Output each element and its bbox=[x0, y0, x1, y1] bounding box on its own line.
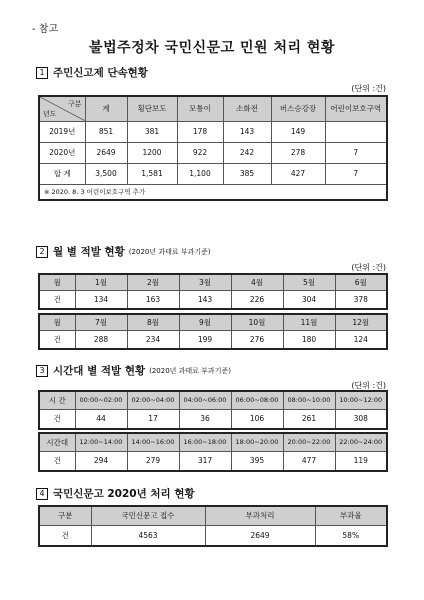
section-2-label: 월 별 적발 현황 bbox=[53, 246, 125, 258]
table-cell: 4563 bbox=[91, 525, 205, 546]
table-cell: 2649 bbox=[205, 525, 315, 546]
row-header: 시간대 bbox=[39, 433, 75, 451]
column-header: 버스승강장 bbox=[271, 96, 325, 121]
table-cell: 378 bbox=[335, 290, 387, 309]
row-label: 건 bbox=[39, 290, 75, 309]
column-header: 9월 bbox=[179, 314, 231, 330]
table-cell: 1200 bbox=[127, 142, 177, 163]
column-header: 12월 bbox=[335, 314, 387, 330]
section-4-number: 4 bbox=[36, 488, 48, 500]
section-3-title bbox=[36, 363, 231, 378]
column-header: 부과율 bbox=[315, 506, 387, 525]
column-header: 모퉁이 bbox=[177, 96, 223, 121]
column-header: 22:00~24:00 bbox=[335, 433, 387, 451]
footnote: ※ 2020. 8. 3 어린이보호구역 추가 bbox=[39, 184, 387, 200]
column-header: 횡단보도 bbox=[127, 96, 177, 121]
page-title: 불법주정차 국민신문고 민원 처리 현황 bbox=[89, 40, 335, 56]
table-cell: 3,500 bbox=[85, 163, 127, 184]
row-label: 2019년 bbox=[39, 121, 85, 142]
monthly-table-2 bbox=[38, 313, 388, 350]
table-cell: 381 bbox=[127, 121, 177, 142]
column-header: 20:00~22:00 bbox=[283, 433, 335, 451]
table-cell: 178 bbox=[177, 121, 223, 142]
column-header: 02:00~04:00 bbox=[127, 391, 179, 409]
column-header: 10:00~12:00 bbox=[335, 391, 387, 409]
table-cell: 317 bbox=[179, 451, 231, 471]
table-cell: 1,100 bbox=[177, 163, 223, 184]
table-cell: 308 bbox=[335, 409, 387, 429]
table-cell: 2649 bbox=[85, 142, 127, 163]
section-3-number: 3 bbox=[36, 365, 48, 377]
table-cell: 288 bbox=[75, 330, 127, 349]
table-cell: 36 bbox=[179, 409, 231, 429]
column-header: 1월 bbox=[75, 274, 127, 290]
table-cell: 180 bbox=[283, 330, 335, 349]
petition-table bbox=[38, 505, 388, 547]
column-header: 계 bbox=[85, 96, 127, 121]
column-header: 소화전 bbox=[223, 96, 271, 121]
table-cell: 199 bbox=[179, 330, 231, 349]
row-header: 월 bbox=[39, 274, 75, 290]
section-1-number: 1 bbox=[36, 67, 48, 79]
section-2-number: 2 bbox=[36, 246, 48, 258]
table-cell: 261 bbox=[283, 409, 335, 429]
column-header: 18:00~20:00 bbox=[231, 433, 283, 451]
section-1-unit: (단위 :건) bbox=[351, 84, 386, 93]
table-cell: 7 bbox=[325, 142, 387, 163]
row-label: 건 bbox=[39, 525, 91, 546]
table-cell bbox=[325, 121, 387, 142]
column-header: 8월 bbox=[127, 314, 179, 330]
table-cell: 149 bbox=[271, 121, 325, 142]
table-cell: 106 bbox=[231, 409, 283, 429]
table-cell: 143 bbox=[179, 290, 231, 309]
corner-header-cell bbox=[39, 96, 85, 121]
section-2-title bbox=[36, 244, 211, 259]
column-header: 2월 bbox=[127, 274, 179, 290]
time-table-2 bbox=[38, 432, 388, 472]
column-header: 06:00~08:00 bbox=[231, 391, 283, 409]
table-cell: 163 bbox=[127, 290, 179, 309]
row-header: 월 bbox=[39, 314, 75, 330]
column-header: 08:00~10:00 bbox=[283, 391, 335, 409]
time-table-1 bbox=[38, 390, 388, 430]
section-1-label: 주민신고제 단속현황 bbox=[53, 67, 148, 79]
table-cell: 385 bbox=[223, 163, 271, 184]
table-cell: 1,581 bbox=[127, 163, 177, 184]
table-row bbox=[39, 451, 387, 471]
row-label: 2020년 bbox=[39, 142, 85, 163]
column-header: 00:00~02:00 bbox=[75, 391, 127, 409]
column-header: 14:00~16:00 bbox=[127, 433, 179, 451]
table-cell: 226 bbox=[231, 290, 283, 309]
column-header: 10월 bbox=[231, 314, 283, 330]
column-header: 04:00~06:00 bbox=[179, 391, 231, 409]
corner-top-label: 구분 bbox=[67, 100, 82, 108]
column-header: 어린이보호구역 bbox=[325, 96, 387, 121]
table-cell: 922 bbox=[177, 142, 223, 163]
table-cell: 304 bbox=[283, 290, 335, 309]
table-row-total bbox=[39, 163, 387, 184]
table-cell: 134 bbox=[75, 290, 127, 309]
section-3-subtitle: (2020년 과태료 부과기준) bbox=[149, 366, 231, 375]
enforcement-table bbox=[38, 95, 388, 201]
table-row bbox=[39, 142, 387, 163]
section-1-title bbox=[36, 65, 148, 80]
table-cell: 17 bbox=[127, 409, 179, 429]
row-label: 건 bbox=[39, 330, 75, 349]
corner-bottom-label: 년도 bbox=[43, 109, 57, 118]
table-cell: 278 bbox=[271, 142, 325, 163]
section-4-title bbox=[36, 486, 195, 501]
monthly-table-1 bbox=[38, 273, 388, 310]
section-2-unit: (단위 :건) bbox=[351, 263, 386, 272]
section-2-subtitle: (2020년 과태료 부과기준) bbox=[128, 247, 211, 256]
column-header: 7월 bbox=[75, 314, 127, 330]
column-header: 12:00~14:00 bbox=[75, 433, 127, 451]
table-cell: 294 bbox=[75, 451, 127, 471]
table-cell: 477 bbox=[283, 451, 335, 471]
column-header: 16:00~18:00 bbox=[179, 433, 231, 451]
table-cell: 124 bbox=[335, 330, 387, 349]
table-cell: 279 bbox=[127, 451, 179, 471]
column-header: 구분 bbox=[39, 506, 91, 525]
column-header: 3월 bbox=[179, 274, 231, 290]
section-3-unit: (단위 :건) bbox=[351, 381, 386, 390]
column-header: 부과처리 bbox=[205, 506, 315, 525]
table-row bbox=[39, 409, 387, 429]
row-header: 시 간 bbox=[39, 391, 75, 409]
table-cell: 58% bbox=[315, 525, 387, 546]
table-row bbox=[39, 121, 387, 142]
table-cell: 234 bbox=[127, 330, 179, 349]
section-4-label: 국민신문고 2020년 처리 현황 bbox=[53, 488, 195, 500]
table-cell: 427 bbox=[271, 163, 325, 184]
table-row bbox=[39, 290, 387, 309]
table-cell: 276 bbox=[231, 330, 283, 349]
table-row bbox=[39, 330, 387, 349]
column-header: 6월 bbox=[335, 274, 387, 290]
table-cell: 395 bbox=[231, 451, 283, 471]
row-label: 건 bbox=[39, 409, 75, 429]
table-cell: 143 bbox=[223, 121, 271, 142]
table-row bbox=[39, 525, 387, 546]
column-header: 4월 bbox=[231, 274, 283, 290]
reference-note: - 참고 bbox=[32, 24, 59, 35]
section-3-label: 시간대 별 적발 현황 bbox=[53, 365, 146, 377]
table-cell: 7 bbox=[325, 163, 387, 184]
row-label: 합 계 bbox=[39, 163, 85, 184]
table-cell: 119 bbox=[335, 451, 387, 471]
row-label: 건 bbox=[39, 451, 75, 471]
column-header: 5월 bbox=[283, 274, 335, 290]
table-cell: 851 bbox=[85, 121, 127, 142]
table-cell: 242 bbox=[223, 142, 271, 163]
column-header: 11월 bbox=[283, 314, 335, 330]
table-cell: 44 bbox=[75, 409, 127, 429]
column-header: 국민신문고 접수 bbox=[91, 506, 205, 525]
